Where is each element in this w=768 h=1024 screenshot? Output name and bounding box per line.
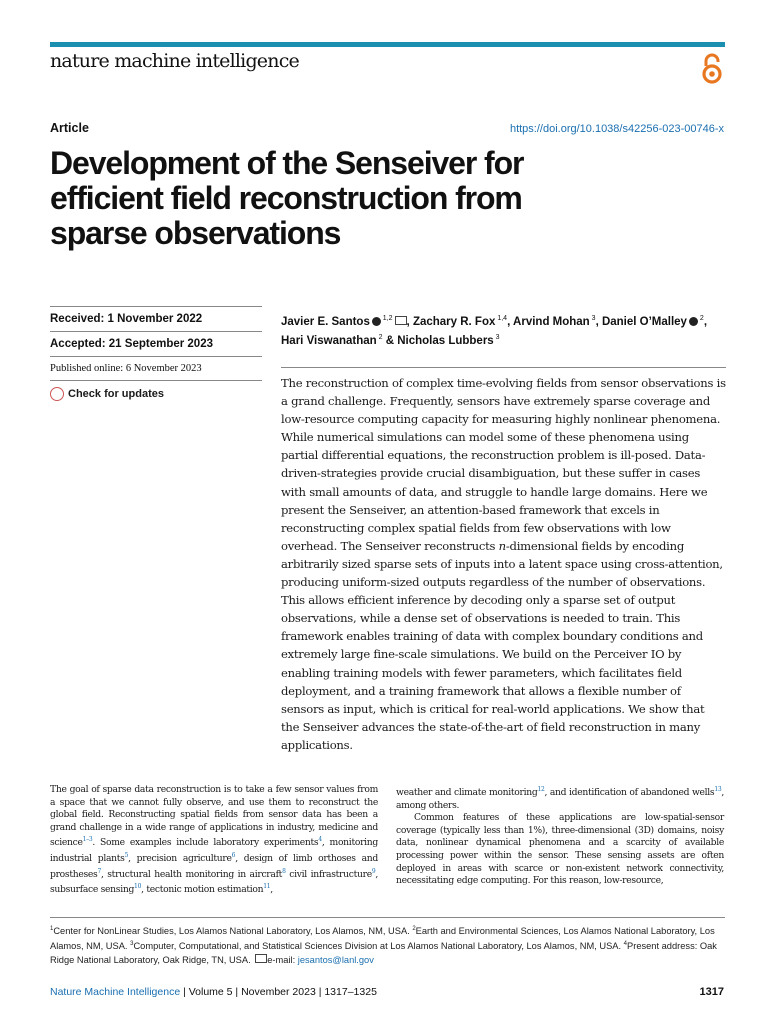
- author-affiliation: 1,4: [495, 315, 508, 322]
- affiliation-1: Center for NonLinear Studies, Los Alamos National Laboratory, Los Alamos, NM, USA.: [53, 926, 410, 937]
- check-updates-label: Check for updates: [68, 388, 164, 400]
- publication-dates: [50, 306, 262, 401]
- author-name: Hari Viswanathan: [281, 334, 377, 347]
- envelope-icon[interactable]: [395, 316, 407, 325]
- page-footer: [50, 986, 377, 998]
- citation-link[interactable]: 10: [134, 883, 142, 891]
- author-name: Zachary R. Fox: [412, 315, 496, 328]
- citation-link[interactable]: 4: [318, 836, 322, 844]
- author-affiliation: 2: [376, 333, 383, 341]
- article-title: Development of the Senseiver for efficient field reconstruction from sparse observations: [50, 145, 524, 251]
- journal-name: nature machine intelligence: [50, 50, 299, 72]
- affiliation-2: Earth and Environmental Sciences, Los Alamos National Laboratory, Los Alamos, NM, USA.: [50, 926, 715, 952]
- body-column-left: The goal of sparse data reconstruction is to take a few sensor values from a space that we cannot fully observe, and use them to reconstruct the global field. Reconstructing spatial fields from sensor data has been a grand challenge in a wide range of applications in industry, medicine and science$^{1-3}$. Some examples include laboratory experiments$^4$, monitoring industrial plants$^5$, precision agriculture$^6$, design of limb orthoses and prostheses$^7$, structural health monitoring in aircraft$^8$ civil infrastructure$^9$, subsurface sensing$^{10}$, tectonic motion estimation$^{11}$,: [50, 784, 379, 896]
- citation-link[interactable]: 7: [97, 867, 101, 875]
- author-affiliation: 2: [697, 315, 704, 322]
- published-date: Published online: 6 November 2023: [50, 363, 202, 374]
- body-paragraph-2: Common features of these applications are low-spatial-sensor coverage (typically less than 1%), three-dimensional (3D) domains, noisy data, nonlinear dynamical phenomena and a scarcity of available processing power within the sensor. These sensing assets are often deployed in areas with scarce or non-existent network connectivity, necessitating edge computing. For this reason, low-resource,: [396, 812, 724, 887]
- affiliation-4: Present address: Oak Ridge National Laboratory, Oak Ridge, TN, USA.: [50, 941, 717, 965]
- affiliation-3: Computer, Computational, and Statistical Sciences Division at Los Alamos National Laboratory, Los Alamos, NM, USA.: [133, 941, 622, 952]
- citation-link[interactable]: 6: [231, 852, 236, 860]
- abstract: [281, 374, 726, 754]
- citation-link[interactable]: 13: [714, 786, 722, 793]
- crossmark-icon: [50, 387, 64, 401]
- body-column-right: [396, 784, 724, 888]
- body-paragraph-1: weather and climate monitoring$^{12}$, and identification of abandoned wells$^{13}$, among others.: [396, 786, 725, 811]
- email-label: e-mail:: [267, 954, 296, 965]
- citation-link[interactable]: 9: [371, 867, 376, 875]
- abstract-text-1: The reconstruction of complex time-evolving fields from sensor observations is a grand challenge. Frequently, sensors have extremely sparse coverage and low-resource computing capacity for measuring highly nonlinear phenomena. While numerical simulations can model some of these phenomena using partial differential equations, the reconstruction problem is ill-posed. Data-driven-strategies provide crucial disambiguation, but these suffer in cases with small amounts of data, and struggle to handle large domains. Here we present the Senseiver, an attention-based framework that excels in reconstructing complex spatial fields from few observations with low overhead. The Senseiver reconstructs: [281, 376, 726, 553]
- accepted-date: Accepted: 21 September 2023: [50, 338, 213, 350]
- check-updates-link[interactable]: [50, 381, 262, 401]
- orcid-icon[interactable]: [372, 317, 381, 326]
- affiliations: $^1$Center for NonLinear Studies, Los Alamos National Laboratory, Los Alamos, NM, USA. $^2$Earth and Environmental Sciences, Los Alamos National Laboratory, Los Alamos, NM, USA. $^3$Computer, Computational, and Statistical Sciences Division at Los Alamos National Laboratory, Los Alamos, NM, USA. $^4$Present address: Oak Ridge National Laboratory, Oak Ridge, TN, USA. e-mail: jesantos@lanl.gov: [50, 926, 717, 965]
- author-affiliation: 3: [589, 315, 596, 322]
- envelope-icon: [255, 954, 267, 963]
- footer-journal[interactable]: Nature Machine Intelligence: [50, 986, 181, 998]
- citation-link[interactable]: 1–3: [82, 836, 93, 844]
- abstract-italic: n: [498, 538, 506, 553]
- author-affiliation: 1,2: [380, 315, 393, 322]
- orcid-icon[interactable]: [689, 317, 698, 326]
- received-date: Received: 1 November 2022: [50, 313, 203, 325]
- author-name: Arvind Mohan: [513, 315, 590, 328]
- doi-link[interactable]: https://doi.org/10.1038/s42256-023-00746-x: [509, 123, 724, 135]
- author-name: Nicholas Lubbers: [397, 334, 494, 347]
- journal-header-bar: [50, 42, 725, 47]
- footnote-divider: [50, 917, 725, 918]
- author-name: Daniel O’Malley: [601, 315, 687, 328]
- author-affiliation: 3: [493, 333, 500, 341]
- open-access-icon: [700, 52, 724, 86]
- author-name: Javier E. Santos: [281, 315, 370, 328]
- abstract-text-2: -dimensional fields by encoding arbitrarily sized sparse sets of inputs into a latent space using cross-attention, producing uniform-sized outputs regardless of the number of observations. This allows efficient inference by decoding only a sparse set of output observations, while a dense set of observations is needed to train. This framework enables training of data with complex boundary conditions and extremely large fine-scale simulations. We build on the Perceiver IO by enabling training models with fewer parameters, which facilitates field deployment, and a training framework that allows a flexible number of sensors as input, which is critical for real-world applications. We show that the Senseiver advances the state-of-the-art of field reconstruction in many applications.: [281, 538, 723, 752]
- abstract-divider: [281, 367, 726, 368]
- article-type-label: Article: [50, 121, 89, 135]
- page-number: 1317: [699, 986, 724, 998]
- citation-link[interactable]: 5: [124, 852, 129, 860]
- footer-details: | Volume 5 | November 2023 | 1317–1325: [180, 986, 377, 998]
- citation-link[interactable]: 11: [263, 883, 271, 891]
- author-list: Javier E. Santos $^{1,2}$ , Zachary R. Fox $^{1,4}$, Arvind Mohan $^3$, Daniel O’Malley $^2$, Hari Viswanathan $^2$ & Nicholas Lubbers $^3$: [281, 315, 708, 347]
- citation-link[interactable]: 8: [282, 867, 286, 875]
- email-link[interactable]: jesantos@lanl.gov: [297, 954, 374, 965]
- citation-link[interactable]: 12: [537, 786, 545, 793]
